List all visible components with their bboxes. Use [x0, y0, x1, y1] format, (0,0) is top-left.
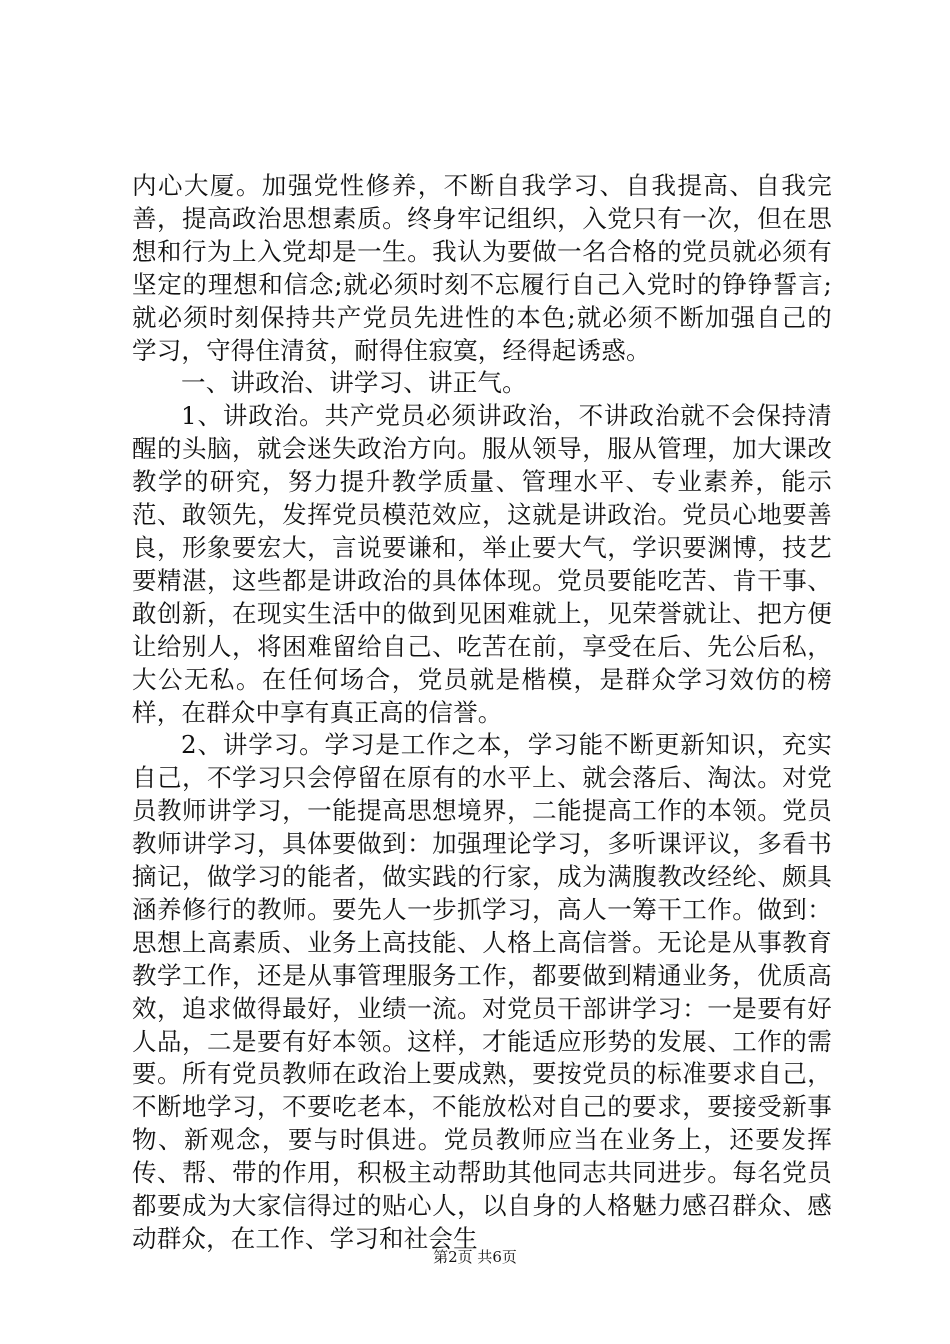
paragraph-intro: 内心大厦。加强党性修养，不断自我学习、自我提高、自我完善，提高政治思想素质。终身牢记组织，入党只有一次，但在思想和行为上入党却是一生。我认为要做一名合格的党员就必须有坚定的理想和信念;就必须时刻不忘履行自己入党时的铮铮誓言;就必须时刻保持共产党员先进性的本色;就必须不断加强自己的学习，守得住清贫，耐得住寂寞，经得起诱惑。: [132, 171, 832, 365]
section-heading: 一、讲政治、讲学习、讲正气。: [181, 368, 527, 398]
document-body: [132, 170, 832, 1256]
page-number-footer: 第2页 共6页: [433, 1248, 517, 1266]
paragraph-learning: 2、讲学习。学习是工作之本，学习能不断更新知识，充实自己，不学习只会停留在原有的水平上、就会落后、淘汰。对党员教师讲学习，一能提高思想境界，二能提高工作的本领。党员教师讲学习，具体要做到：加强理论学习，多听课评议，多看书摘记，做学习的能者，做实践的行家，成为满腹教改经纶、颇具涵养修行的教师。要先人一步抓学习，高人一筹干工作。做到：思想上高素质、业务上高技能、人格上高信誉。无论是从事教育教学工作，还是从事管理服务工作，都要做到精通业务，优质高效，追求做得最好，业绩一流。对党员干部讲学习：一是要有好人品，二是要有好本领。这样，才能适应形势的发展、工作的需要。所有党员教师在政治上要成熟，要按党员的标准要求自己，不断地学习，不要吃老本，不能放松对自己的要求，要接受新事物、新观念，要与时俱进。党员教师应当在业务上，还要发挥传、帮、带的作用，积极主动帮助其他同志共同进步。每名党员都要成为大家信得过的贴心人，以自身的人格魅力感召群众、感动群众，在工作、学习和社会生: [132, 730, 832, 1253]
paragraph-politics: 1、讲政治。共产党员必须讲政治，不讲政治就不会保持清醒的头脑，就会迷失政治方向。服从领导，服从管理，加大课改教学的研究，努力提升教学质量、管理水平、专业素养，能示范、敢领先，发挥党员模范效应，这就是讲政治。党员心地要善良，形象要宏大，言说要谦和，举止要大气，学识要渊博，技艺要精湛，这些都是讲政治的具体体现。党员要能吃苦、肯干事、敢创新，在现实生活中的做到见困难就上，见荣誉就让、把方便让给别人，将困难留给自己、吃苦在前，享受在后、先公后私，大公无私。在任何场合，党员就是楷模，是群众学习效仿的榜样，在群众中享有真正高的信誉。: [132, 401, 832, 727]
